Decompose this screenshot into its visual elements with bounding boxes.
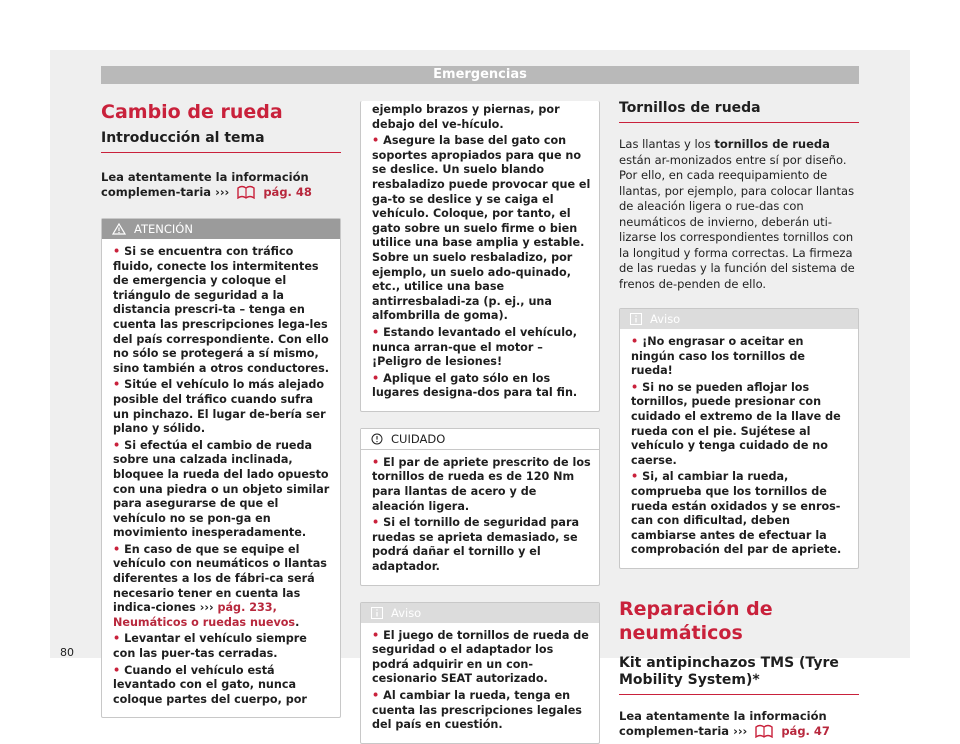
info-square-icon — [371, 607, 383, 619]
notice-header — [620, 309, 858, 329]
caution-label: CUIDADO — [391, 431, 446, 446]
warning-body — [102, 239, 340, 717]
new-tyres-link[interactable]: pág. 233, Neumáticos o ruedas nuevos — [113, 601, 296, 629]
warning-label: ATENCIÓN — [134, 222, 193, 236]
notice-header — [361, 603, 599, 623]
list-item: • Si, al cambiar la rueda, comprueba que los tornillos de rueda están oxidados y se enros-can con dificultad, deben cambiarse antes de efectuar la comprobación del par de apriete. — [631, 470, 842, 557]
intro-page-link[interactable]: pág. 48 — [263, 185, 312, 199]
warning-box — [101, 218, 341, 718]
caution-body — [361, 450, 599, 585]
list-item: • El juego de tornillos de rueda de seguridad o el adaptador los podrá adquirir en un con-cesionario SEAT autorizado. — [372, 628, 589, 686]
warning-triangle-icon — [112, 223, 126, 235]
notice-label: Aviso — [650, 312, 681, 326]
list-item: • Cuando el vehículo está levantado con el gato, nunca coloque partes del cuerpo, por — [113, 663, 307, 706]
page-number: 80 — [60, 646, 74, 659]
list-item: • Sitúe el vehículo lo más alejado posible del tráfico cuando sufra un pinchazo. El lugar de-bería ser plano y sólido. — [113, 378, 326, 436]
notice-box-bolts — [619, 308, 859, 569]
list-item: • Si se encuentra con tráfico fluido, conecte los intermitentes de emergencia y coloque el triángulo de seguridad a la distancia prescri-ta – tenga en cuenta las prescripciones lega-les del país correspondiente. Con ello no sólo se protegerá a sí mismo, sino también a otros conductores. — [113, 245, 330, 375]
section-header: Emergencias — [101, 66, 859, 84]
intro-page-link-2[interactable]: pág. 47 — [781, 723, 830, 738]
notice-label: Aviso — [391, 605, 422, 620]
section-title: Cambio de rueda — [101, 101, 283, 123]
column-2 — [360, 101, 600, 744]
wheel-bolts-paragraph: Las llantas y los tornillos de rueda están ar-monizados entre sí por diseño. Por ello, en cada reequipamiento de llantas, por ejemplo, para colocar llantas de aleación ligera o rue-das con neumáticos de invierno, deberán uti-lizarse los correspondientes tornillos con la longitud y forma correctas. La firmeza de las ruedas y la función del sistema de frenos de-penden de ello. — [619, 137, 855, 291]
list-item: • Si no se pueden aflojar los tornillos, puede presionar con cuidado el extremo de la llave de rueda con el pie. Sujétese al vehículo y tenga cuidado de no caerse. — [631, 380, 841, 467]
list-item: • Levantar el vehículo siempre con las puer-tas cerradas. — [113, 632, 307, 661]
list-item: • Si efectúa el cambio de rueda sobre una calzada inclinada, bloquee la rueda del lado opuesto con una piedra o un objeto similar para asegurarse de que el vehículo no se pon-ga en movimiento inesperadamente. — [113, 438, 330, 540]
list-item: • Si el tornillo de seguridad para ruedas se aprieta demasiado, se podrá dañar el tornillo y el adaptador. — [372, 516, 580, 574]
intro-arrow: ››› — [215, 185, 230, 199]
info-square-icon — [630, 313, 642, 325]
column-1 — [101, 84, 341, 718]
caution-box — [360, 428, 600, 586]
info-circle-icon — [371, 433, 383, 445]
list-item: • Aplique el gato sólo en los lugares designa-dos para tal fin. — [372, 371, 578, 400]
notice-box — [360, 602, 600, 744]
list-item: • El par de apriete prescrito de los tornillos de rueda es de 120 Nm para llantas de acero y de aleación ligera. — [372, 455, 591, 513]
book-icon — [754, 724, 774, 738]
warning-list — [113, 245, 332, 707]
tms-kit-title: Kit antipinchazos TMS (Tyre Mobility System)* — [619, 655, 859, 695]
warning-box-continued — [360, 101, 600, 412]
list-item: • ¡No engrasar o aceitar en ningún caso los tornillos de rueda! — [631, 335, 805, 378]
tyre-repair-title: Reparación de neumáticos — [619, 597, 773, 644]
intro-paragraph-2: Lea atentamente la información complemen-taria ››› pág. 47 — [619, 708, 830, 738]
intro-text: Lea atentamente la información complemen-taria — [101, 170, 309, 199]
warning-header — [102, 219, 340, 239]
column-3 — [619, 100, 859, 739]
list-item: • En caso de que se equipe el vehículo con neumáticos o llantas diferentes a los de fábri-ca será necesario tener en cuenta las indica-ciones ››› pág. 233, Neumáticos o ruedas nuevos. — [113, 542, 327, 629]
notice-body — [620, 329, 858, 568]
wheel-bolts-title: Tornillos de rueda — [619, 100, 859, 123]
caution-header — [361, 428, 599, 450]
intro-paragraph — [101, 170, 341, 200]
notice-body — [361, 623, 599, 743]
subsection-title: Introducción al tema — [101, 130, 341, 153]
list-item: ejemplo brazos y piernas, por debajo del ve-hículo. — [372, 103, 560, 131]
list-item: • Estando levantado el vehículo, nunca arran-que el motor – ¡Peligro de lesiones! — [372, 325, 577, 369]
book-icon — [236, 185, 256, 199]
list-item: • Asegure la base del gato con soportes apropiados para que no se deslice. Un suelo blando resbaladizo puede provocar que el ga-to se deslice y se caiga el vehículo. Coloque, por tanto, el gato sobre un suelo firme o bien utilice una base amplia y estable. Sobre un suelo resbaladizo, por ejemplo, un suelo ado-quinado, etc., utilice una base antirresbaladi-za (p. ej., una alfombrilla de goma). — [372, 134, 591, 323]
list-item: • Al cambiar la rueda, tenga en cuenta las prescripciones legales del país en cuestión. — [372, 689, 582, 732]
warning-continued-list — [372, 103, 591, 401]
